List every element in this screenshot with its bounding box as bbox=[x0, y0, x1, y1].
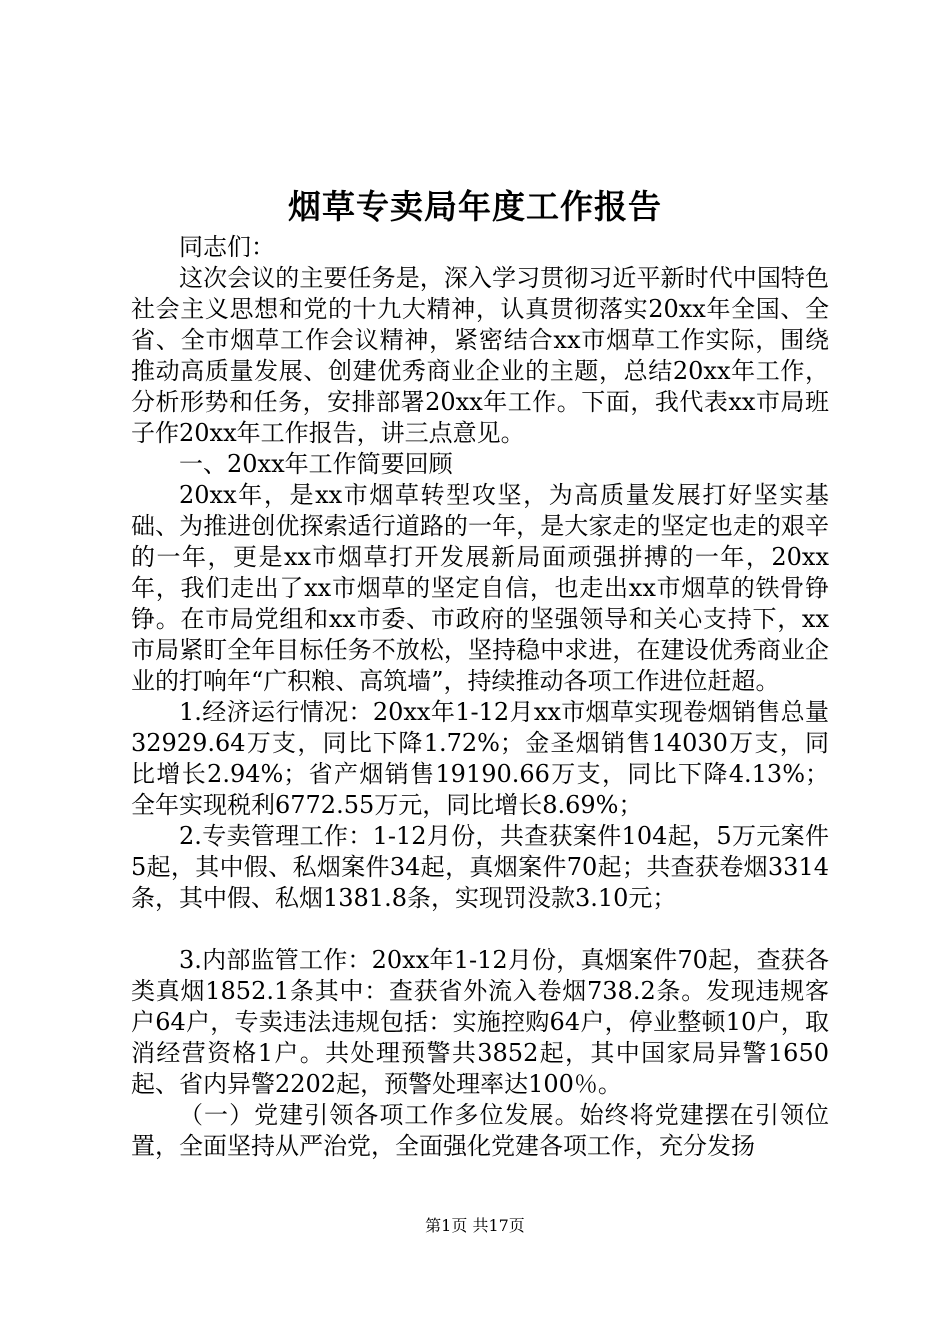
supervision-paragraph: 3.内部监管工作：20xx年1-12月份，真烟案件70起，查获各类真烟1852.1条其中：查获省外流入卷烟738.2条。发现违规客户64户，专卖违法违规包括：实施控购64户，停业整顿10户，取消经营资格1户。共处理预警共3852起，其中国家局异警1650起、省内异警2202起，预警处理率达100％。 bbox=[131, 946, 829, 1098]
economic-paragraph: 1.经济运行情况：20xx年1-12月xx市烟草实现卷烟销售总量32929.64万支，同比下降1.72%；金圣烟销售14030万支，同比增长2.94%；省产烟销售19190.66万支，同比下降4.13%；全年实现税利6772.55万元，同比增长8.69%； bbox=[131, 698, 829, 819]
section-heading: 一、20xx年工作简要回顾 bbox=[179, 450, 453, 478]
review-paragraph: 20xx年，是xx市烟草转型攻坚，为高质量发展打好坚实基础、为推进创优探索适行道路的一年，是大家走的坚定也走的艰辛的一年，更是xx市烟草打开发展新局面顽强拼搏的一年，20xx年，我们走出了xx市烟草的坚定自信，也走出xx市烟草的铁骨铮铮。在市局党组和xx市委、市政府的坚强领导和关心支持下，xx市局紧盯全年目标任务不放松，坚持稳中求进，在建设优秀商业企业的打响年“广积粮、高筑墙”，持续推动各项工作进位赶超。 bbox=[131, 481, 829, 695]
document-body bbox=[131, 232, 829, 1162]
monopoly-paragraph: 2.专卖管理工作：1-12月份，共查获案件104起，5万元案件5起，其中假、私烟案件34起，真烟案件70起；共查获卷烟3314条，其中假、私烟1381.8条，实现罚没款3.10元； bbox=[131, 822, 829, 912]
page-footer: 第1页 共17页 bbox=[425, 1216, 525, 1235]
party-building-paragraph: （一）党建引领各项工作多位发展。始终将党建摆在引领位置，全面坚持从严治党，全面强化党建各项工作，充分发扬 bbox=[131, 1101, 829, 1160]
salutation: 同志们： bbox=[179, 233, 275, 261]
paragraph-gap bbox=[131, 914, 829, 945]
document-title: 烟草专卖局年度工作报告 bbox=[288, 187, 662, 226]
intro-paragraph: 这次会议的主要任务是，深入学习贯彻习近平新时代中国特色社会主义思想和党的十九大精神，认真贯彻落实20xx年全国、全省、全市烟草工作会议精神，紧密结合xx市烟草工作实际，围绕推动高质量发展、创建优秀商业企业的主题，总结20xx年工作，分析形势和任务，安排部署20xx年工作。下面，我代表xx市局班子作20xx年工作报告，讲三点意见。 bbox=[131, 264, 829, 447]
